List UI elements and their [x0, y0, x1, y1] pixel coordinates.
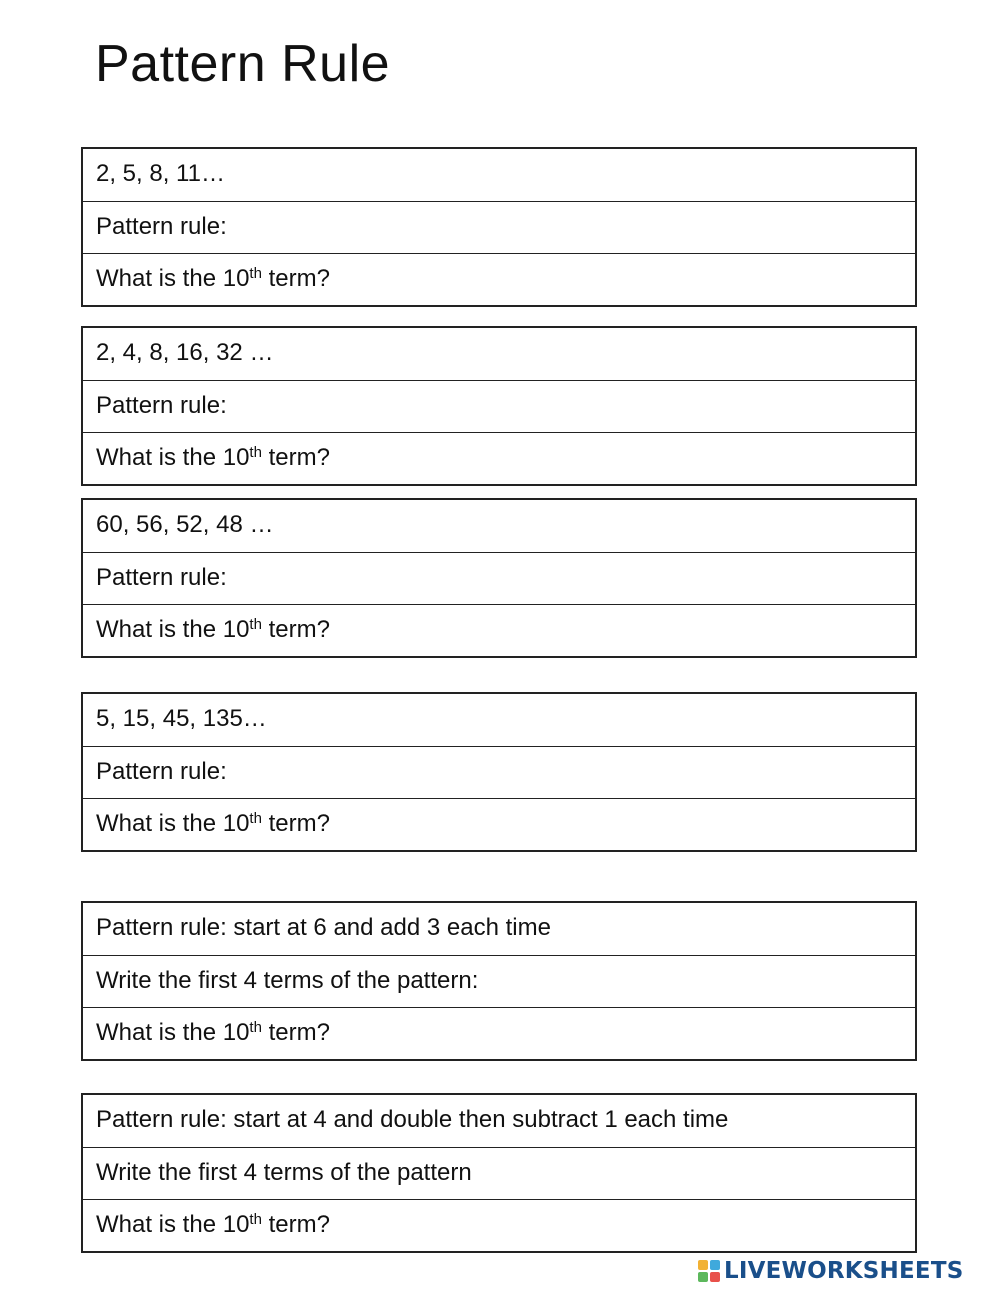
- ordinal-suffix: th: [249, 1019, 262, 1036]
- logo-tile: [698, 1272, 708, 1282]
- question-end: term?: [261, 444, 330, 471]
- pattern-rule-label: Pattern rule:: [96, 392, 227, 419]
- first-terms-label: Write the first 4 terms of the pattern: [96, 1159, 472, 1186]
- question-text: What is the 10: [96, 265, 250, 292]
- logo-tile: [710, 1260, 720, 1270]
- question-text: What is the 10: [96, 1211, 250, 1238]
- sequence-text: 5, 15, 45, 135…: [96, 705, 267, 732]
- sequence-row: [83, 694, 915, 746]
- ordinal-suffix: th: [249, 444, 262, 461]
- question-end: term?: [261, 810, 330, 837]
- ordinal-suffix: th: [249, 265, 262, 282]
- question-text: What is the 10: [96, 444, 250, 471]
- rule-row: [83, 1095, 915, 1147]
- logo-tile: [698, 1260, 708, 1270]
- sequence-row: [83, 328, 915, 380]
- sequence-text: 2, 4, 8, 16, 32 …: [96, 339, 274, 366]
- ordinal-suffix: th: [249, 1211, 262, 1228]
- task-box-1: [81, 147, 917, 307]
- question-end: term?: [261, 1211, 330, 1238]
- pattern-rule-label: Pattern rule:: [96, 758, 227, 785]
- pattern-rule-row[interactable]: [83, 552, 915, 604]
- task-box-3: [81, 498, 917, 658]
- question-end: term?: [261, 1019, 330, 1046]
- ordinal-suffix: th: [249, 616, 262, 633]
- tenth-term-row[interactable]: [83, 253, 915, 305]
- tenth-term-row[interactable]: [83, 1007, 915, 1059]
- pattern-rule-row[interactable]: [83, 201, 915, 253]
- task-box-6: [81, 1093, 917, 1253]
- tenth-term-row[interactable]: [83, 1199, 915, 1251]
- tenth-term-row[interactable]: [83, 432, 915, 484]
- question-text: What is the 10: [96, 1019, 250, 1046]
- sequence-text: 2, 5, 8, 11…: [96, 160, 225, 187]
- question-text: What is the 10: [96, 616, 250, 643]
- liveworksheets-logo: [698, 1256, 963, 1286]
- sequence-row: [83, 500, 915, 552]
- liveworksheets-icon: [698, 1260, 720, 1282]
- page-title: Pattern Rule: [95, 35, 391, 93]
- pattern-rule-row[interactable]: [83, 380, 915, 432]
- rule-text: Pattern rule: start at 6 and add 3 each time: [96, 914, 551, 941]
- task-box-4: [81, 692, 917, 852]
- sequence-row: [83, 149, 915, 201]
- first-terms-row[interactable]: [83, 1147, 915, 1199]
- first-terms-label: Write the first 4 terms of the pattern:: [96, 967, 479, 994]
- pattern-rule-label: Pattern rule:: [96, 564, 227, 591]
- brand-name: LIVEWORKSHEETS: [724, 1258, 964, 1284]
- tenth-term-row[interactable]: [83, 604, 915, 656]
- rule-text: Pattern rule: start at 4 and double then subtract 1 each time: [96, 1106, 729, 1133]
- task-box-2: [81, 326, 917, 486]
- sequence-text: 60, 56, 52, 48 …: [96, 511, 274, 538]
- logo-tile: [710, 1272, 720, 1282]
- pattern-rule-label: Pattern rule:: [96, 213, 227, 240]
- question-text: What is the 10: [96, 810, 250, 837]
- pattern-rule-row[interactable]: [83, 746, 915, 798]
- task-box-5: [81, 901, 917, 1061]
- question-end: term?: [261, 616, 330, 643]
- tenth-term-row[interactable]: [83, 798, 915, 850]
- ordinal-suffix: th: [249, 810, 262, 827]
- rule-row: [83, 903, 915, 955]
- first-terms-row[interactable]: [83, 955, 915, 1007]
- question-end: term?: [261, 265, 330, 292]
